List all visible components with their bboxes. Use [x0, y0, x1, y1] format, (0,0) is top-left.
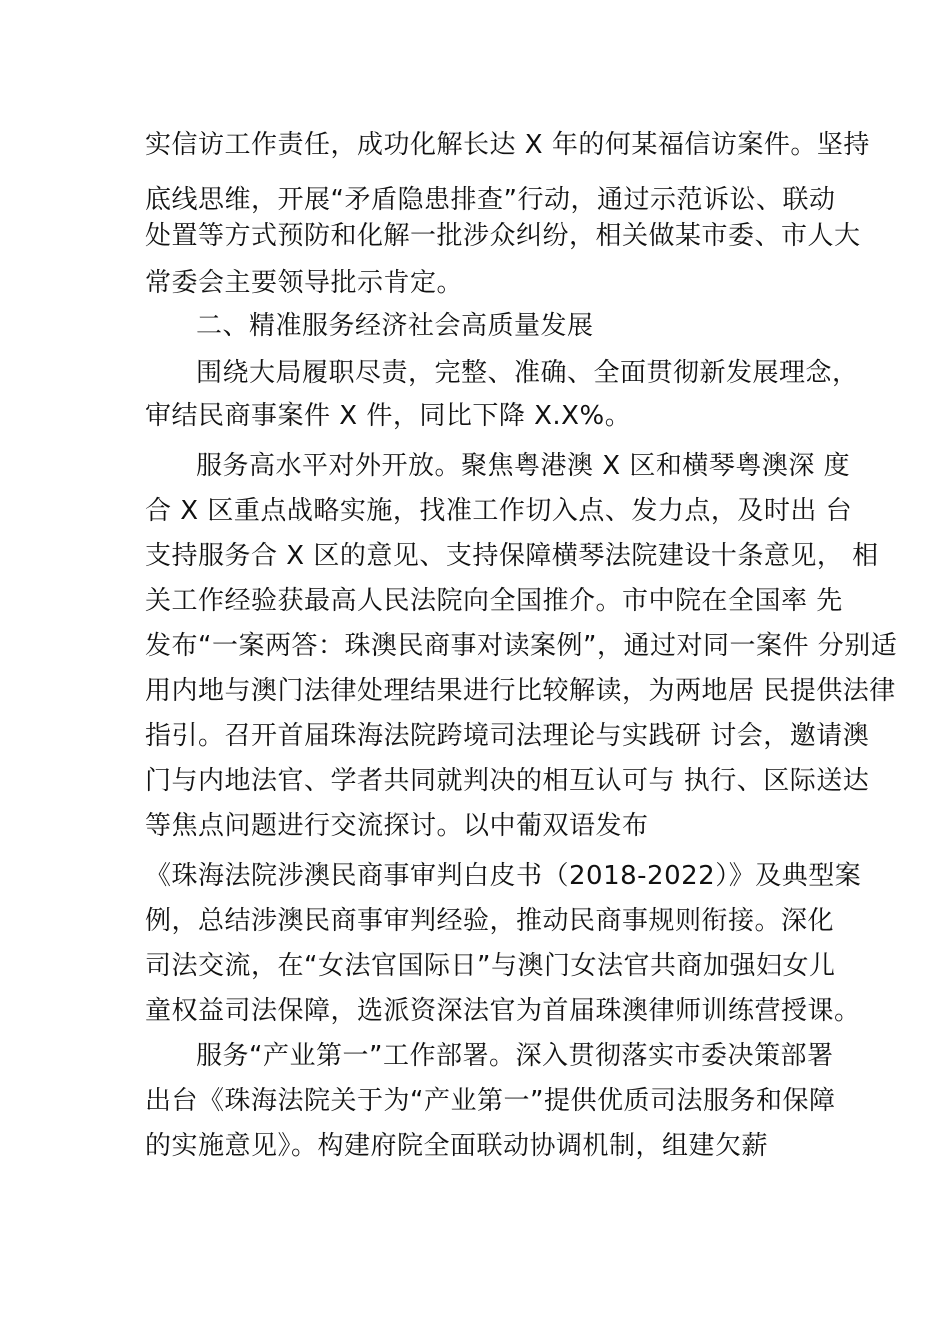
text-line: 合 X 区重点战略实施，找准工作切入点、发力点，及时出 台: [145, 496, 853, 526]
text-line: 用内地与澳门法律处理结果进行比较解读，为两地居 民提供法律: [145, 676, 896, 706]
text-line: 处置等方式预防和化解一批涉众纠纷，相关做某市委、市人大: [145, 221, 861, 251]
text-line: 支持服务合 X 区的意见、支持保障横琴法院建设十条意见， 相: [145, 541, 879, 571]
section-heading: 二、精准服务经济社会高质量发展: [196, 311, 594, 341]
text-line: 童权益司法保障，选派资深法官为首届珠澳律师训练营授课。: [145, 996, 861, 1026]
text-line: 关工作经验获最高人民法院向全国推介。市中院在全国率 先: [145, 586, 843, 616]
text-line: 《珠海法院涉澳民商事审判白皮书（2018-2022）》及典型案: [145, 861, 862, 891]
text-line: 服务高水平对外开放。聚焦粤港澳 X 区和横琴粤澳深 度: [196, 451, 851, 481]
text-line: 司法交流，在“女法官国际日”与澳门女法官共商加强妇女儿: [145, 951, 836, 981]
text-line: 等焦点问题进行交流探讨。以中葡双语发布: [145, 811, 649, 841]
text-line: 常委会主要领导批示肯定。: [145, 268, 464, 298]
text-line: 的实施意见》。构建府院全面联动协调机制，组建欠薪: [145, 1131, 769, 1161]
text-line: 底线思维，开展“矛盾隐患排查”行动，通过示范诉讼、联动: [145, 185, 836, 215]
text-line: 围绕大局履职尽责，完整、准确、全面贯彻新发展理念，: [196, 358, 859, 388]
text-line: 发布“一案两答：珠澳民商事对读案例”，通过对同一案件 分别适: [145, 631, 898, 661]
text-line: 审结民商事案件 X 件，同比下降 X.X%。: [145, 401, 632, 431]
text-line: 例，总结涉澳民商事审判经验，推动民商事规则衔接。深化: [145, 906, 835, 936]
text-line: 服务“产业第一”工作部署。深入贯彻落实市委决策部署: [196, 1041, 834, 1071]
text-line: 门与内地法官、学者共同就判决的相互认可与 执行、区际送达: [145, 766, 870, 796]
text-line: 指引。召开首届珠海法院跨境司法理论与实践研 讨会，邀请澳: [145, 721, 870, 751]
text-line: 出台《珠海法院关于为“产业第一”提供优质司法服务和保障: [145, 1086, 836, 1116]
text-line: 实信访工作责任，成功化解长达 X 年的何某福信访案件。坚持: [145, 130, 870, 160]
